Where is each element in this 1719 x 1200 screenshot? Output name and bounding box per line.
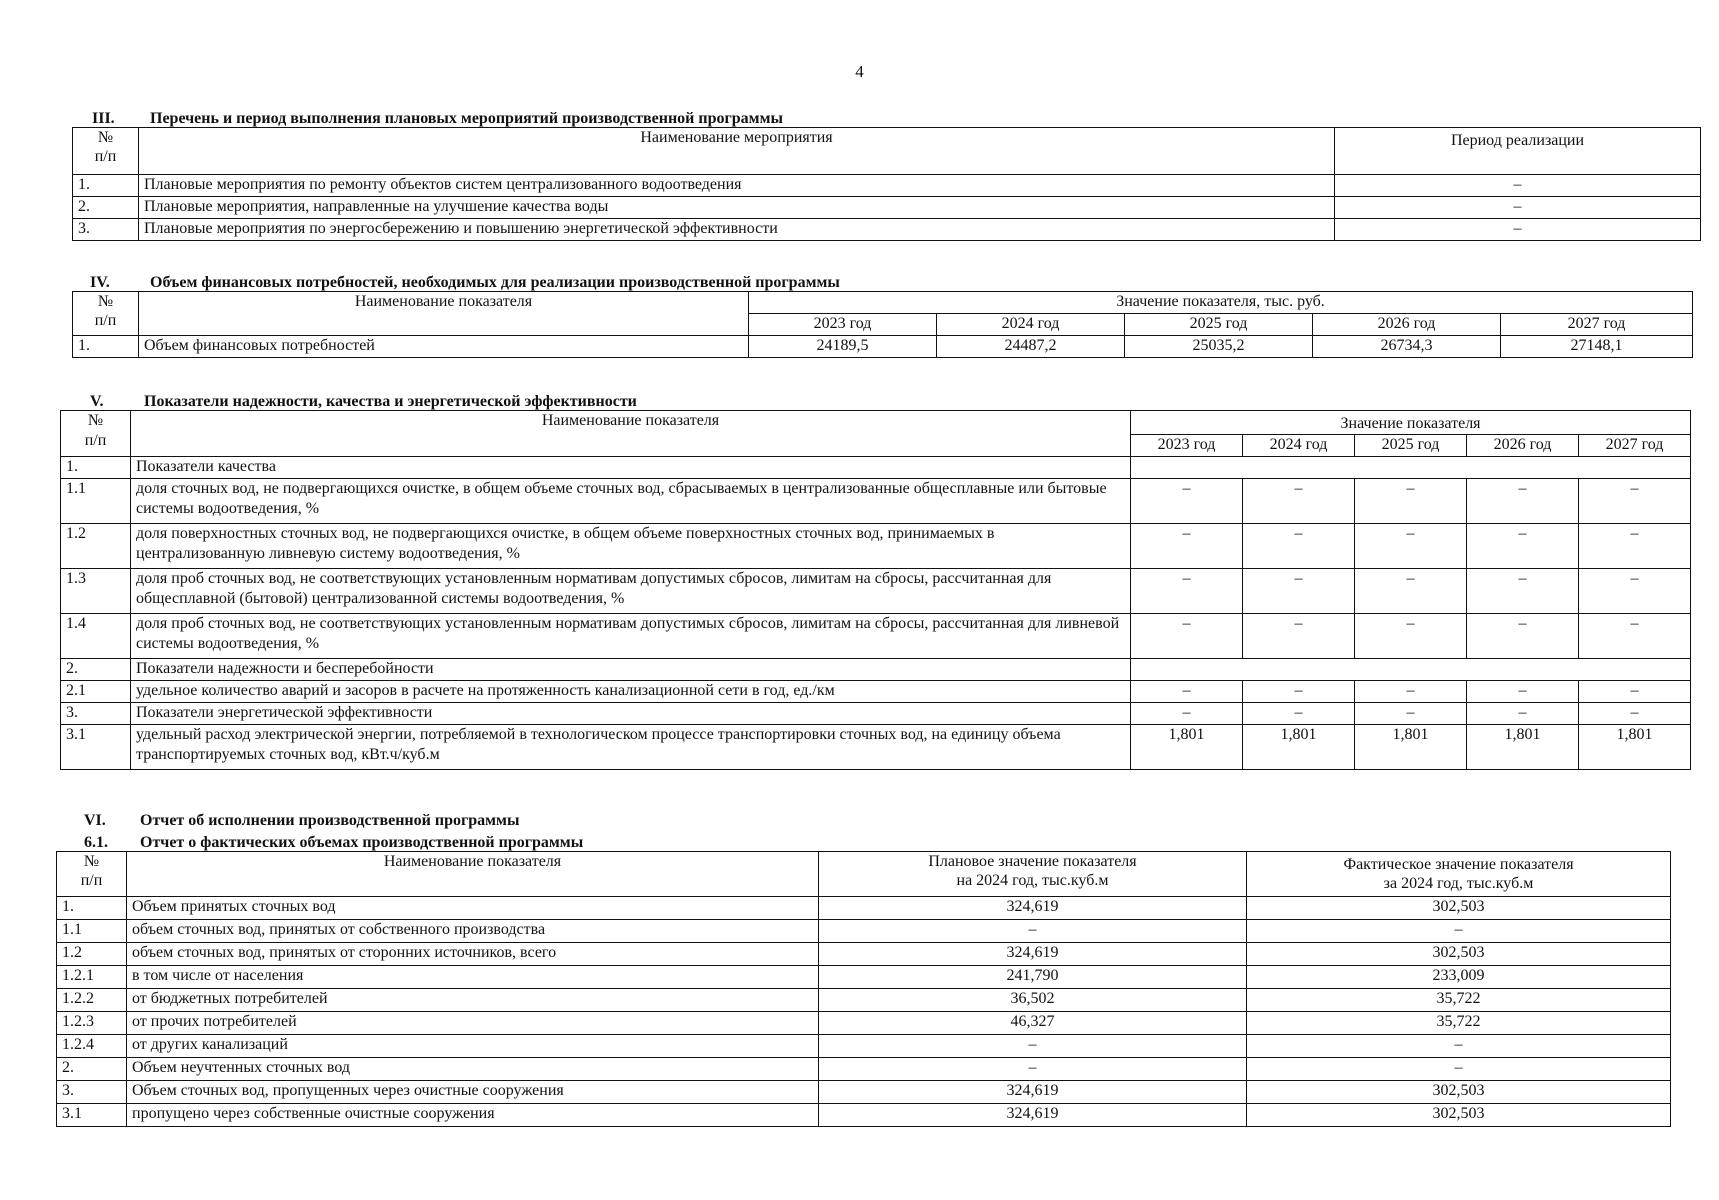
row-fact: 233,009 [1247,966,1671,989]
header-num-line1: № [97,293,114,310]
row-name: Плановые мероприятия, направленные на улучшение качества воды [139,197,1335,219]
row-value-empty [1131,457,1691,479]
row-value-empty [1131,659,1691,681]
row-num: 2.1 [61,681,131,703]
year-header: 2027 год [1579,435,1691,457]
section-4-heading [90,274,1702,292]
year-header: 2025 год [1125,314,1313,336]
row-value: – [1467,524,1579,569]
row-plan: 324,619 [819,943,1247,966]
section-6-1-number: 6.1. [84,834,108,851]
row-value: – [1131,524,1243,569]
table-row [73,175,1701,197]
row-value: – [1355,569,1467,614]
row-num: 3.1 [61,725,131,770]
row-plan: 324,619 [819,1081,1247,1104]
year-header: 2026 год [1467,435,1579,457]
row-num: 1. [57,897,127,920]
section-6-heading [84,812,1696,830]
table-row [57,920,1671,943]
header-num [73,128,139,175]
row-num: 2. [73,197,139,219]
row-value: 24487,2 [937,336,1125,358]
table-row [57,897,1671,920]
row-num: 2. [61,659,131,681]
row-plan: 36,502 [819,989,1247,1012]
row-name: Объем неучтенных сточных вод [127,1058,819,1081]
row-value: – [1355,681,1467,703]
header-num [61,411,131,457]
header-num-line2: п/п [94,312,117,329]
row-value: – [1579,479,1691,524]
row-value: – [1579,569,1691,614]
row-num: 1.3 [61,569,131,614]
table-row [73,197,1701,219]
row-value: – [1243,681,1355,703]
row-num: 3. [57,1081,127,1104]
row-num: 1.2.3 [57,1012,127,1035]
row-value: – [1131,681,1243,703]
row-value: – [1355,614,1467,659]
year-header: 2024 год [937,314,1125,336]
row-name: Показатели качества [131,457,1131,479]
section-6-title: Отчет об исполнении производственной программы [140,812,520,829]
section-6 [56,812,1696,1127]
year-header: 2027 год [1501,314,1693,336]
row-name: объем сточных вод, принятых от сторонних источников, всего [127,943,819,966]
header-num-line1: № [83,853,100,870]
row-name: от прочих потребителей [127,1012,819,1035]
header-num [73,292,139,336]
table-row [61,569,1691,614]
row-value: – [1467,681,1579,703]
year-header: 2024 год [1243,435,1355,457]
row-num: 1.2 [57,943,127,966]
table-row [61,725,1691,770]
row-num: 3. [73,219,139,241]
section-5-heading [90,393,1700,411]
row-value: – [1355,479,1467,524]
row-value: – [1131,569,1243,614]
row-plan: – [819,920,1247,943]
row-value: – [1355,524,1467,569]
header-num-line1: № [97,129,114,146]
table-row [73,336,1693,358]
section-4-title: Объем финансовых потребностей, необходимых для реализации производственной программы [150,274,840,291]
row-value: – [1467,479,1579,524]
row-value: – [1467,569,1579,614]
table-row [57,966,1671,989]
row-period: – [1335,219,1701,241]
row-value: 1,801 [1355,725,1467,770]
section-3 [72,110,1702,241]
row-value: – [1131,614,1243,659]
row-num: 3.1 [57,1104,127,1127]
row-value: – [1579,614,1691,659]
section-3-table [72,127,1701,241]
year-header: 2023 год [749,314,937,336]
row-value: 26734,3 [1313,336,1501,358]
section-4-number: IV. [90,274,110,291]
row-fact: 35,722 [1247,1012,1671,1035]
section-4 [72,274,1702,358]
row-fact: – [1247,1035,1671,1058]
table-header-row [57,852,1671,897]
row-value: 1,801 [1131,725,1243,770]
row-plan: – [819,1035,1247,1058]
header-name: Наименование мероприятия [139,128,1335,175]
section-5-number: V. [90,393,104,410]
header-name: Наименование показателя [127,852,819,897]
table-row [61,457,1691,479]
year-header: 2023 год [1131,435,1243,457]
header-num-line2: п/п [84,432,107,449]
row-name: удельный расход электрической энергии, потребляемой в технологическом процессе транспортировки сточных вод, на единицу объема транспортируемых сточных вод, кВт.ч/куб.м [131,725,1131,770]
row-value: – [1131,479,1243,524]
header-value: Значение показателя [1131,411,1691,435]
row-value: 27148,1 [1501,336,1693,358]
table-row [57,1012,1671,1035]
row-num: 2. [57,1058,127,1081]
section-6-table [56,851,1671,1127]
row-value: 1,801 [1579,725,1691,770]
row-value: – [1243,479,1355,524]
row-period: – [1335,197,1701,219]
row-fact: 302,503 [1247,943,1671,966]
header-period: Период реализации [1335,128,1701,175]
table-row [57,989,1671,1012]
row-name: Плановые мероприятия по ремонту объектов систем централизованного водоотведения [139,175,1335,197]
section-3-title: Перечень и период выполнения плановых мероприятий производственной программы [150,110,783,127]
row-name: доля поверхностных сточных вод, не подвергающихся очистке, в общем объеме поверхностных сточных вод, принимаемых в централизованную ливневую систему водоотведения, % [131,524,1131,569]
row-value: 1,801 [1243,725,1355,770]
row-value: – [1243,614,1355,659]
row-plan: 324,619 [819,1104,1247,1127]
page-number: 4 [855,62,864,81]
row-fact: 35,722 [1247,989,1671,1012]
row-num: 3. [61,703,131,725]
header-plan-line2: на 2024 год, тыс.куб.м [956,872,1109,889]
row-value: 24189,5 [749,336,937,358]
row-fact: 302,503 [1247,897,1671,920]
row-num: 1.4 [61,614,131,659]
table-row [57,1058,1671,1081]
row-name: Объем сточных вод, пропущенных через очистные сооружения [127,1081,819,1104]
row-value: 25035,2 [1125,336,1313,358]
section-6-1-title: Отчет о фактических объемах производственной программы [140,834,584,851]
header-name: Наименование показателя [131,411,1131,457]
row-name: Показатели энергетической эффективности [131,703,1131,725]
row-num: 1. [73,175,139,197]
table-row [61,703,1691,725]
row-name: объем сточных вод, принятых от собственного производства [127,920,819,943]
row-value: – [1243,703,1355,725]
section-3-number: III. [92,110,115,127]
table-header-row [73,128,1701,175]
row-fact: – [1247,920,1671,943]
row-plan: 241,790 [819,966,1247,989]
table-row [57,1104,1671,1127]
row-value: – [1131,703,1243,725]
row-value: 1,801 [1467,725,1579,770]
row-name: пропущено через собственные очистные сооружения [127,1104,819,1127]
section-4-table [72,291,1693,358]
table-row [61,659,1691,681]
row-plan: 46,327 [819,1012,1247,1035]
section-5-title: Показатели надежности, качества и энергетической эффективности [144,393,637,410]
row-period: – [1335,175,1701,197]
row-fact: 302,503 [1247,1104,1671,1127]
header-plan [819,852,1247,897]
header-num-line1: № [87,412,104,429]
row-fact: 302,503 [1247,1081,1671,1104]
row-name: от других канализаций [127,1035,819,1058]
table-row [73,219,1701,241]
row-value: – [1467,614,1579,659]
table-row [57,1081,1671,1104]
row-name: Показатели надежности и бесперебойности [131,659,1131,681]
year-header: 2026 год [1313,314,1501,336]
section-5-table [60,410,1691,770]
row-name: доля сточных вод, не подвергающихся очистке, в общем объеме сточных вод, сбрасываемых в централизованные общесплавные или бытовые системы водоотведения, % [131,479,1131,524]
row-num: 1. [73,336,139,358]
table-row [57,1035,1671,1058]
row-num: 1. [61,457,131,479]
row-value: – [1579,524,1691,569]
row-value: – [1243,569,1355,614]
row-value: – [1467,703,1579,725]
row-plan: 324,619 [819,897,1247,920]
row-name: доля проб сточных вод, не соответствующих установленным нормативам допустимых сбросов, лимитам на сбросы, рассчитанная для общесплавной (бытовой) централизованной системы водоотведения, % [131,569,1131,614]
header-plan-line1: Плановое значение показателя [928,853,1137,870]
row-name: Объем принятых сточных вод [127,897,819,920]
row-name: доля проб сточных вод, не соответствующих установленным нормативам допустимых сбросов, лимитам на сбросы, рассчитанная для ливневой системы водоотведения, % [131,614,1131,659]
header-value: Значение показателя, тыс. руб. [749,292,1693,314]
section-5 [60,393,1700,770]
row-name: от бюджетных потребителей [127,989,819,1012]
header-num-line2: п/п [80,872,103,889]
header-fact-line2: за 2024 год, тыс.куб.м [1383,875,1534,892]
row-num: 1.1 [57,920,127,943]
row-fact: – [1247,1058,1671,1081]
table-row [61,614,1691,659]
header-fact [1247,852,1671,897]
row-value: – [1355,703,1467,725]
row-num: 1.2.1 [57,966,127,989]
table-row [57,943,1671,966]
header-fact-line1: Фактическое значение показателя [1343,856,1574,873]
row-name: удельное количество аварий и засоров в расчете на протяженность канализационной сети в год, ед./км [131,681,1131,703]
row-num: 1.2 [61,524,131,569]
table-row [61,681,1691,703]
row-value: – [1579,681,1691,703]
row-name: в том числе от населения [127,966,819,989]
year-header: 2025 год [1355,435,1467,457]
row-value: – [1579,703,1691,725]
header-num [57,852,127,897]
row-name: Объем финансовых потребностей [139,336,749,358]
section-3-heading [92,110,1702,128]
row-plan: – [819,1058,1247,1081]
table-header-row [73,292,1693,314]
table-header-row [61,411,1691,435]
row-value: – [1243,524,1355,569]
header-name: Наименование показателя [139,292,749,336]
section-6-number: VI. [84,812,106,829]
row-num: 1.2.4 [57,1035,127,1058]
row-num: 1.2.2 [57,989,127,1012]
table-row [61,479,1691,524]
row-num: 1.1 [61,479,131,524]
row-name: Плановые мероприятия по энергосбережению и повышению энергетической эффективности [139,219,1335,241]
table-row [61,524,1691,569]
header-num-line2: п/п [94,148,117,165]
section-6-1-heading [84,834,1696,852]
